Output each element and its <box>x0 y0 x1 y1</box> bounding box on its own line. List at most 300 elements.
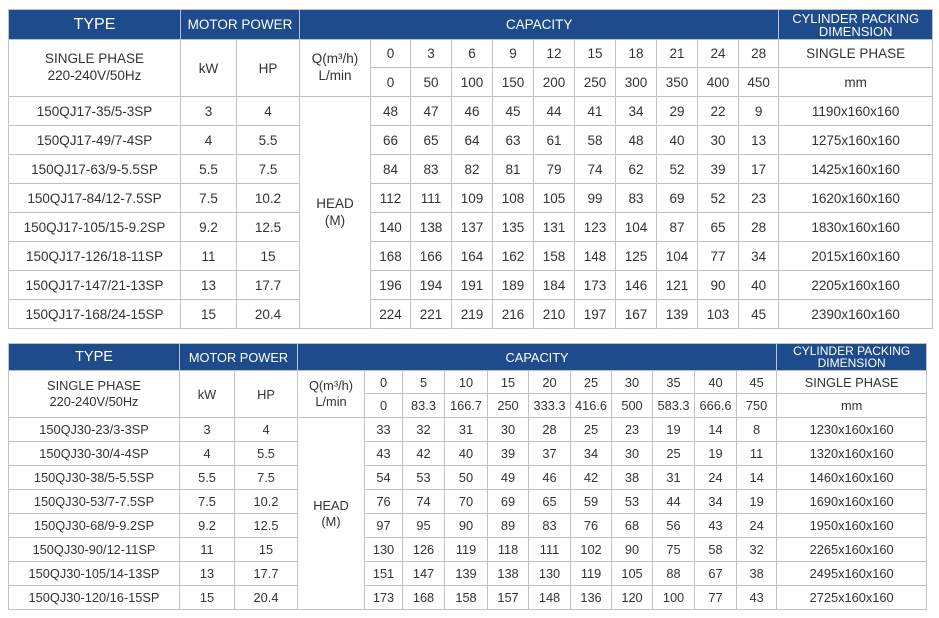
cylinder-sub-phase: SINGLE PHASE <box>777 371 927 394</box>
head-value: 40 <box>739 271 779 300</box>
head-value: 83 <box>616 184 657 213</box>
head-value: 23 <box>739 184 779 213</box>
head-value: 112 <box>371 184 411 213</box>
q-label <box>298 371 365 418</box>
head-value: 46 <box>452 97 493 126</box>
head-value: 45 <box>739 300 779 329</box>
table-row <box>9 490 927 514</box>
hp-value: 10.2 <box>235 490 298 514</box>
head-value: 9 <box>739 97 779 126</box>
dimension-value: 1230x160x160 <box>777 418 927 442</box>
dimension-value: 1950x160x160 <box>777 514 927 538</box>
head-value: 147 <box>403 562 445 586</box>
head-value: 69 <box>488 490 529 514</box>
head-value: 47 <box>411 97 452 126</box>
head-value: 70 <box>445 490 488 514</box>
head-value: 41 <box>575 97 616 126</box>
kw-value: 3 <box>181 97 237 126</box>
flow-m3h-value: 12 <box>534 40 575 68</box>
head-value: 120 <box>612 586 653 610</box>
head-value: 130 <box>365 538 403 562</box>
head-value: 42 <box>403 442 445 466</box>
head-value: 43 <box>737 586 777 610</box>
head-value: 28 <box>529 418 571 442</box>
dimension-value: 1830x160x160 <box>779 213 933 242</box>
flow-lmin-value: 250 <box>488 394 529 418</box>
kw-value: 11 <box>180 538 235 562</box>
head-label-line2: (M) <box>324 212 346 228</box>
head-value: 19 <box>695 442 737 466</box>
table-row <box>9 514 927 538</box>
flow-lmin-value: 200 <box>534 68 575 97</box>
head-value: 84 <box>371 155 411 184</box>
head-value: 25 <box>653 442 695 466</box>
capacity-header: CAPACITY <box>300 10 779 40</box>
cylinder-sub-unit: mm <box>779 68 933 97</box>
kw-value: 4 <box>180 442 235 466</box>
q-label <box>300 40 371 97</box>
head-value: 40 <box>657 126 698 155</box>
head-value: 210 <box>534 300 575 329</box>
head-value: 24 <box>737 514 777 538</box>
head-value: 48 <box>371 97 411 126</box>
kw-value: 4 <box>181 126 237 155</box>
model-name: 150QJ30-53/7-7.5SP <box>9 490 180 514</box>
kw-value: 13 <box>180 562 235 586</box>
head-value: 168 <box>371 242 411 271</box>
dimension-value: 2015x160x160 <box>779 242 933 271</box>
head-value: 17 <box>739 155 779 184</box>
head-value: 162 <box>493 242 534 271</box>
hp-value: 20.4 <box>235 586 298 610</box>
head-value: 64 <box>452 126 493 155</box>
head-value: 65 <box>698 213 739 242</box>
head-value: 184 <box>534 271 575 300</box>
head-value: 30 <box>488 418 529 442</box>
head-value: 32 <box>737 538 777 562</box>
flow-m3h-value: 0 <box>371 40 411 68</box>
head-value: 123 <box>575 213 616 242</box>
hp-value: 5.5 <box>237 126 300 155</box>
dimension-value: 1425x160x160 <box>779 155 933 184</box>
head-value: 34 <box>695 490 737 514</box>
head-value: 82 <box>452 155 493 184</box>
flow-lmin-value: 583.3 <box>653 394 695 418</box>
dimension-value: 2205x160x160 <box>779 271 933 300</box>
flow-lmin-value: 250 <box>575 68 616 97</box>
head-value: 104 <box>616 213 657 242</box>
kw-value: 9.2 <box>180 514 235 538</box>
hp-value: 17.7 <box>235 562 298 586</box>
head-value: 79 <box>534 155 575 184</box>
head-value: 118 <box>488 538 529 562</box>
head-value: 121 <box>657 271 698 300</box>
head-value: 119 <box>571 562 612 586</box>
hp-label: HP <box>237 40 300 97</box>
flow-m3h-value: 21 <box>657 40 698 68</box>
cylinder-header-line1: CYLINDER PACKING <box>793 344 911 358</box>
cylinder-header-line2: DIMENSION <box>817 356 886 370</box>
flow-lmin-value: 150 <box>493 68 534 97</box>
head-value: 30 <box>698 126 739 155</box>
model-name: 150QJ17-147/21-13SP <box>9 271 181 300</box>
table-row <box>9 418 927 442</box>
head-value: 131 <box>534 213 575 242</box>
kw-label: kW <box>181 40 237 97</box>
head-value: 24 <box>695 466 737 490</box>
phase-label <box>9 40 181 97</box>
head-value: 19 <box>737 490 777 514</box>
model-name: 150QJ17-35/5-3SP <box>9 97 181 126</box>
head-value: 53 <box>403 466 445 490</box>
flow-m3h-value: 0 <box>365 371 403 394</box>
q-label-line2: L/min <box>318 68 352 83</box>
head-value: 76 <box>571 514 612 538</box>
head-value: 13 <box>739 126 779 155</box>
head-value: 74 <box>403 490 445 514</box>
head-value: 44 <box>653 490 695 514</box>
hp-value: 4 <box>235 418 298 442</box>
head-value: 32 <box>403 418 445 442</box>
head-value: 111 <box>411 184 452 213</box>
head-value: 31 <box>653 466 695 490</box>
dimension-value: 1620x160x160 <box>779 184 933 213</box>
head-value: 221 <box>411 300 452 329</box>
head-value: 39 <box>698 155 739 184</box>
phase-line2: 220-240V/50Hz <box>47 68 142 83</box>
head-value: 158 <box>534 242 575 271</box>
head-value: 34 <box>616 97 657 126</box>
head-value: 8 <box>737 418 777 442</box>
head-value: 157 <box>488 586 529 610</box>
phase-line2: 220-240V/50Hz <box>49 394 139 409</box>
head-value: 104 <box>657 242 698 271</box>
model-name: 150QJ17-168/24-15SP <box>9 300 181 329</box>
head-value: 31 <box>445 418 488 442</box>
head-value: 58 <box>695 538 737 562</box>
flow-m3h-value: 35 <box>653 371 695 394</box>
head-value: 89 <box>488 514 529 538</box>
model-name: 150QJ30-68/9-9.2SP <box>9 514 180 538</box>
head-value: 30 <box>612 442 653 466</box>
head-value: 97 <box>365 514 403 538</box>
head-value: 43 <box>365 442 403 466</box>
head-value: 40 <box>445 442 488 466</box>
kw-value: 5.5 <box>181 155 237 184</box>
flow-m3h-value: 24 <box>698 40 739 68</box>
dimension-value: 2390x160x160 <box>779 300 933 329</box>
kw-value: 7.5 <box>181 184 237 213</box>
head-value: 28 <box>739 213 779 242</box>
head-value: 77 <box>695 586 737 610</box>
head-value: 139 <box>657 300 698 329</box>
flow-lmin-value: 750 <box>737 394 777 418</box>
flow-lmin-value: 166.7 <box>445 394 488 418</box>
head-value: 61 <box>534 126 575 155</box>
head-label <box>298 418 365 610</box>
head-value: 148 <box>575 242 616 271</box>
kw-value: 9.2 <box>181 213 237 242</box>
head-value: 77 <box>698 242 739 271</box>
head-value: 99 <box>575 184 616 213</box>
head-value: 90 <box>612 538 653 562</box>
flow-m3h-value: 28 <box>739 40 779 68</box>
pump-spec-table-2 <box>8 343 927 610</box>
table-row <box>9 538 927 562</box>
table-row <box>9 466 927 490</box>
head-value: 90 <box>445 514 488 538</box>
flow-m3h-value: 20 <box>529 371 571 394</box>
head-value: 196 <box>371 271 411 300</box>
head-value: 119 <box>445 538 488 562</box>
motor-power-header: MOTOR POWER <box>180 344 298 371</box>
head-value: 44 <box>534 97 575 126</box>
table-row <box>9 184 933 213</box>
kw-value: 15 <box>180 586 235 610</box>
flow-m3h-value: 18 <box>616 40 657 68</box>
cylinder-packing-header <box>777 344 927 371</box>
head-value: 52 <box>657 155 698 184</box>
head-value: 216 <box>493 300 534 329</box>
head-value: 138 <box>411 213 452 242</box>
hp-value: 12.5 <box>237 213 300 242</box>
head-value: 43 <box>695 514 737 538</box>
model-name: 150QJ17-105/15-9.2SP <box>9 213 181 242</box>
head-value: 148 <box>529 586 571 610</box>
flow-lmin-value: 350 <box>657 68 698 97</box>
kw-label: kW <box>180 371 235 418</box>
head-value: 158 <box>445 586 488 610</box>
head-value: 22 <box>698 97 739 126</box>
kw-value: 15 <box>181 300 237 329</box>
head-value: 68 <box>612 514 653 538</box>
head-value: 67 <box>695 562 737 586</box>
flow-m3h-value: 15 <box>575 40 616 68</box>
capacity-header: CAPACITY <box>298 344 777 371</box>
model-name: 150QJ17-84/12-7.5SP <box>9 184 181 213</box>
head-value: 125 <box>616 242 657 271</box>
head-value: 87 <box>657 213 698 242</box>
model-name: 150QJ30-120/16-15SP <box>9 586 180 610</box>
dimension-value: 2265x160x160 <box>777 538 927 562</box>
head-value: 194 <box>411 271 452 300</box>
flow-m3h-value: 9 <box>493 40 534 68</box>
head-value: 42 <box>571 466 612 490</box>
head-value: 52 <box>698 184 739 213</box>
table-row <box>9 442 927 466</box>
type-header: TYPE <box>9 10 181 40</box>
dimension-value: 2495x160x160 <box>777 562 927 586</box>
head-value: 126 <box>403 538 445 562</box>
head-value: 48 <box>616 126 657 155</box>
hp-value: 7.5 <box>237 155 300 184</box>
head-value: 135 <box>493 213 534 242</box>
motor-power-header: MOTOR POWER <box>181 10 300 40</box>
head-value: 14 <box>695 418 737 442</box>
model-name: 150QJ17-63/9-5.5SP <box>9 155 181 184</box>
phase-label <box>9 371 180 418</box>
model-name: 150QJ17-126/18-11SP <box>9 242 181 271</box>
head-value: 139 <box>445 562 488 586</box>
head-value: 224 <box>371 300 411 329</box>
head-value: 69 <box>657 184 698 213</box>
type-header: TYPE <box>9 344 180 371</box>
head-value: 219 <box>452 300 493 329</box>
head-value: 38 <box>737 562 777 586</box>
head-value: 167 <box>616 300 657 329</box>
flow-lmin-value: 0 <box>371 68 411 97</box>
flow-lmin-value: 100 <box>452 68 493 97</box>
hp-value: 5.5 <box>235 442 298 466</box>
flow-lmin-value: 400 <box>698 68 739 97</box>
cylinder-sub-phase: SINGLE PHASE <box>779 40 933 68</box>
head-value: 191 <box>452 271 493 300</box>
kw-value: 7.5 <box>180 490 235 514</box>
head-value: 53 <box>612 490 653 514</box>
dimension-value: 1320x160x160 <box>777 442 927 466</box>
cylinder-header-line1: CYLINDER PACKING <box>792 10 920 26</box>
head-value: 105 <box>612 562 653 586</box>
head-value: 23 <box>612 418 653 442</box>
head-value: 137 <box>452 213 493 242</box>
model-name: 150QJ30-30/4-4SP <box>9 442 180 466</box>
hp-value: 10.2 <box>237 184 300 213</box>
head-value: 59 <box>571 490 612 514</box>
hp-value: 15 <box>235 538 298 562</box>
head-value: 74 <box>575 155 616 184</box>
dimension-value: 1275x160x160 <box>779 126 933 155</box>
head-value: 65 <box>529 490 571 514</box>
head-value: 25 <box>571 418 612 442</box>
q-label-line2: L/min <box>315 394 347 409</box>
flow-m3h-value: 40 <box>695 371 737 394</box>
model-name: 150QJ30-23/3-3SP <box>9 418 180 442</box>
head-value: 50 <box>445 466 488 490</box>
dimension-value: 1460x160x160 <box>777 466 927 490</box>
phase-line1: SINGLE PHASE <box>47 378 141 394</box>
kw-value: 3 <box>180 418 235 442</box>
flow-lmin-value: 500 <box>612 394 653 418</box>
table-row <box>9 155 933 184</box>
head-value: 34 <box>571 442 612 466</box>
head-value: 108 <box>493 184 534 213</box>
head-value: 189 <box>493 271 534 300</box>
head-label-line1: HEAD <box>316 195 354 211</box>
table-row <box>9 562 927 586</box>
head-value: 138 <box>488 562 529 586</box>
table-row <box>9 586 927 610</box>
model-name: 150QJ17-49/7-4SP <box>9 126 181 155</box>
head-value: 90 <box>698 271 739 300</box>
head-value: 146 <box>616 271 657 300</box>
hp-value: 20.4 <box>237 300 300 329</box>
table-row <box>9 97 933 126</box>
cylinder-sub-unit: mm <box>777 394 927 418</box>
head-value: 54 <box>365 466 403 490</box>
head-value: 111 <box>529 538 571 562</box>
head-value: 103 <box>698 300 739 329</box>
table-row <box>9 271 933 300</box>
head-value: 14 <box>737 466 777 490</box>
hp-label: HP <box>235 371 298 418</box>
head-value: 33 <box>365 418 403 442</box>
head-value: 197 <box>575 300 616 329</box>
head-value: 151 <box>365 562 403 586</box>
head-value: 62 <box>616 155 657 184</box>
dimension-value: 1190x160x160 <box>779 97 933 126</box>
head-value: 105 <box>534 184 575 213</box>
flow-m3h-value: 5 <box>403 371 445 394</box>
kw-value: 11 <box>181 242 237 271</box>
head-label-line2: (M) <box>321 513 341 529</box>
table-row <box>9 126 933 155</box>
kw-value: 13 <box>181 271 237 300</box>
cylinder-header-line2: DIMENSION <box>818 23 893 39</box>
head-value: 76 <box>365 490 403 514</box>
head-value: 83 <box>529 514 571 538</box>
hp-value: 7.5 <box>235 466 298 490</box>
flow-lmin-value: 83.3 <box>403 394 445 418</box>
head-value: 102 <box>571 538 612 562</box>
head-value: 19 <box>653 418 695 442</box>
dimension-value: 2725x160x160 <box>777 586 927 610</box>
q-label-line1: Q(m³/h) <box>308 378 354 394</box>
hp-value: 15 <box>237 242 300 271</box>
flow-m3h-value: 30 <box>612 371 653 394</box>
flow-m3h-value: 6 <box>452 40 493 68</box>
flow-m3h-value: 10 <box>445 371 488 394</box>
flow-lmin-value: 0 <box>365 394 403 418</box>
table-row <box>9 300 933 329</box>
head-value: 66 <box>371 126 411 155</box>
model-name: 150QJ30-38/5-5.5SP <box>9 466 180 490</box>
flow-lmin-value: 333.3 <box>529 394 571 418</box>
head-value: 65 <box>411 126 452 155</box>
table-row <box>9 242 933 271</box>
head-value: 45 <box>493 97 534 126</box>
head-value: 75 <box>653 538 695 562</box>
head-value: 173 <box>365 586 403 610</box>
head-value: 39 <box>488 442 529 466</box>
kw-value: 5.5 <box>180 466 235 490</box>
head-value: 164 <box>452 242 493 271</box>
head-value: 100 <box>653 586 695 610</box>
head-value: 38 <box>612 466 653 490</box>
head-label <box>300 97 371 329</box>
head-value: 95 <box>403 514 445 538</box>
flow-lmin-value: 300 <box>616 68 657 97</box>
head-value: 63 <box>493 126 534 155</box>
head-value: 81 <box>493 155 534 184</box>
head-value: 58 <box>575 126 616 155</box>
head-value: 140 <box>371 213 411 242</box>
hp-value: 4 <box>237 97 300 126</box>
dimension-value: 1690x160x160 <box>777 490 927 514</box>
head-value: 49 <box>488 466 529 490</box>
phase-line1: SINGLE PHASE <box>44 51 145 67</box>
flow-lmin-value: 666.6 <box>695 394 737 418</box>
head-value: 166 <box>411 242 452 271</box>
head-value: 11 <box>737 442 777 466</box>
head-value: 83 <box>411 155 452 184</box>
head-value: 34 <box>739 242 779 271</box>
model-name: 150QJ30-105/14-13SP <box>9 562 180 586</box>
flow-m3h-value: 25 <box>571 371 612 394</box>
flow-m3h-value: 15 <box>488 371 529 394</box>
head-value: 168 <box>403 586 445 610</box>
head-value: 136 <box>571 586 612 610</box>
q-label-line1: Q(m³/h) <box>311 51 359 67</box>
